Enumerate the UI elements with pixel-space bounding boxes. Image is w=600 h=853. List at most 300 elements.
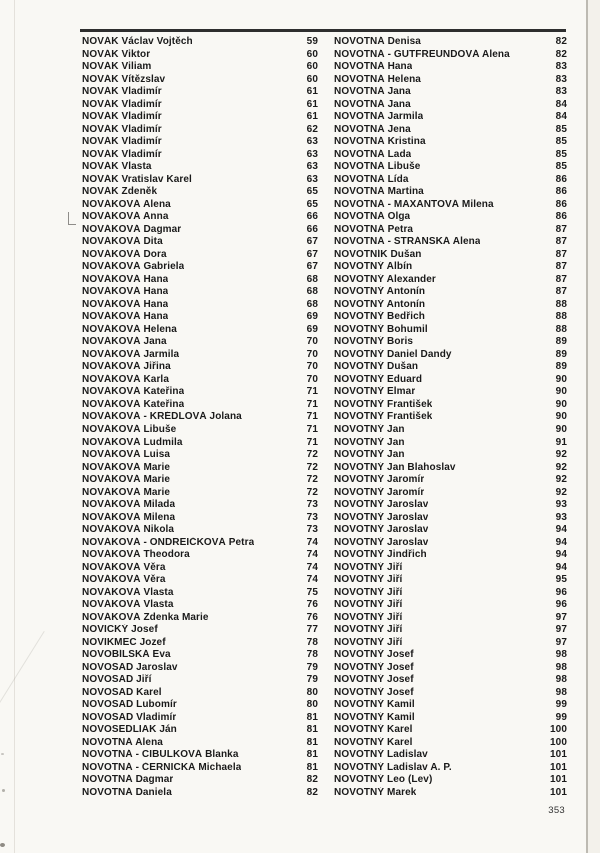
entry-page-number: 92 <box>555 449 567 461</box>
entry-name: NOVÁKOVÁ Hana <box>82 273 169 285</box>
index-entry <box>82 299 318 312</box>
entry-page-number: 60 <box>306 61 318 73</box>
entry-page-number: 60 <box>306 48 318 60</box>
entry-name: NOVOTNÝ Jaromír <box>334 486 425 498</box>
entry-name: NOVOBÍLSKÁ Eva <box>82 649 171 661</box>
index-entry <box>82 449 318 462</box>
entry-name: NOVÁKOVÁ Hana <box>82 298 169 310</box>
entry-name: NOVOTNÁ Hana <box>334 61 413 73</box>
entry-name: NOVÁKOVÁ Jiřina <box>82 361 171 373</box>
entry-name: NOVOTNÝ Jiří <box>334 611 403 623</box>
entry-page-number: 87 <box>555 261 567 273</box>
entry-name: NOVÁKOVÁ Vlasta <box>82 599 174 611</box>
entry-page-number: 93 <box>555 511 567 523</box>
entry-name: NOVÁK Vladimír <box>82 136 162 148</box>
entry-page-number: 87 <box>555 273 567 285</box>
index-entry <box>334 311 567 324</box>
scan-artifact-speck <box>2 789 5 792</box>
entry-name: NOVOTNÝ Jaroslav <box>334 511 429 523</box>
index-entry <box>82 774 318 787</box>
entry-name: NOVÁKOVÁ Alena <box>82 198 171 210</box>
index-entry <box>334 599 567 612</box>
entry-name: NOVOTNÁ - GUTFREUNDOVÁ Alena <box>334 48 510 60</box>
entry-page-number: 73 <box>306 499 318 511</box>
index-entry <box>334 549 567 562</box>
entry-page-number: 78 <box>306 649 318 661</box>
index-entry <box>334 299 567 312</box>
entry-page-number: 63 <box>306 173 318 185</box>
index-entry <box>334 712 567 725</box>
entry-page-number: 70 <box>306 373 318 385</box>
entry-name: NOVÁK Vlasta <box>82 161 152 173</box>
entry-page-number: 90 <box>555 386 567 398</box>
entry-name: NOVÁKOVÁ Marie <box>82 474 171 486</box>
entry-page-number: 67 <box>306 261 318 273</box>
entry-name: NOVOTNÝ František <box>334 398 433 410</box>
entry-name: NOVÁKOVÁ Ludmila <box>82 436 183 448</box>
index-entry <box>334 537 567 550</box>
page-edge-shadow-line <box>586 0 588 853</box>
entry-page-number: 78 <box>306 636 318 648</box>
entry-name: NOVOTNÝ Josef <box>334 661 414 673</box>
entry-page-number: 82 <box>555 48 567 60</box>
entry-name: NOVÁKOVÁ Dagmar <box>82 223 182 235</box>
entry-name: NOVOTNÁ Kristina <box>334 136 426 148</box>
entry-page-number: 68 <box>306 286 318 298</box>
entry-name: NOVOTNÁ Petra <box>334 223 414 235</box>
entry-name: NOVÁKOVÁ Zdenka Marie <box>82 611 209 623</box>
index-entry <box>334 124 567 137</box>
entry-page-number: 89 <box>555 348 567 360</box>
entry-name: NOVOTNÝ Jindřich <box>334 549 427 561</box>
entry-page-number: 76 <box>306 599 318 611</box>
entry-page-number: 79 <box>306 674 318 686</box>
entry-page-number: 90 <box>555 411 567 423</box>
entry-page-number: 96 <box>555 599 567 611</box>
entry-name: NOVOTNÝ Karel <box>334 724 413 736</box>
entry-page-number: 83 <box>555 73 567 85</box>
entry-page-number: 86 <box>555 211 567 223</box>
entry-page-number: 71 <box>306 423 318 435</box>
entry-name: NOVÁKOVÁ Milada <box>82 499 176 511</box>
entry-page-number: 83 <box>555 86 567 98</box>
scan-artifact-speck <box>1 753 4 755</box>
entry-page-number: 97 <box>555 624 567 636</box>
index-entry <box>82 249 318 262</box>
index-entry <box>334 236 567 249</box>
entry-name: NOVÁKOVÁ Marie <box>82 486 171 498</box>
index-entry <box>334 637 567 650</box>
entry-page-number: 71 <box>306 436 318 448</box>
index-entry <box>82 599 318 612</box>
entry-page-number: 80 <box>306 699 318 711</box>
entry-name: NOVOTNÝ Bohumil <box>334 323 428 335</box>
entry-name: NOVOTNÝ Ladislav <box>334 749 428 761</box>
entry-page-number: 98 <box>555 686 567 698</box>
entry-name: NOVÁK Vladimír <box>82 98 162 110</box>
entry-name: NOVOTNÁ Daniela <box>82 786 172 798</box>
entry-name: NOVOTNÝ Dušan <box>334 361 419 373</box>
entry-page-number: 96 <box>555 586 567 598</box>
entry-name: NOVOTNÁ - CIBULKOVÁ Blanka <box>82 749 239 761</box>
scan-artifact-bracket <box>68 212 76 225</box>
index-entry <box>82 424 318 437</box>
entry-name: NOVIKMEC Jozef <box>82 636 166 648</box>
index-column-right <box>334 36 567 799</box>
index-entry <box>82 261 318 274</box>
entry-page-number: 63 <box>306 136 318 148</box>
index-entry <box>82 787 318 800</box>
entry-name: NOVOTNÁ Jena <box>334 123 411 135</box>
entry-name: NOVOTNÝ Alexander <box>334 273 436 285</box>
entry-page-number: 61 <box>306 86 318 98</box>
entry-page-number: 101 <box>550 761 567 773</box>
index-entry <box>82 762 318 775</box>
entry-name: NOVOTNÁ Dagmar <box>82 774 174 786</box>
entry-name: NOVOTNÝ Jiří <box>334 586 403 598</box>
index-entry <box>82 224 318 237</box>
entry-name: NOVOTNÝ Ladislav A. P. <box>334 761 452 773</box>
folio-page-number: 353 <box>548 805 565 816</box>
entry-name: NOVÁKOVÁ Věra <box>82 561 166 573</box>
entry-page-number: 85 <box>555 123 567 135</box>
entry-name: NOVOTNÁ Libuše <box>334 161 421 173</box>
entry-name: NOVOTNÝ Jan Blahoslav <box>334 461 456 473</box>
index-entry <box>82 286 318 299</box>
index-entry <box>334 399 567 412</box>
entry-page-number: 84 <box>555 98 567 110</box>
index-entry <box>82 324 318 337</box>
entry-page-number: 98 <box>555 649 567 661</box>
index-entry <box>82 49 318 62</box>
entry-page-number: 82 <box>306 786 318 798</box>
index-entry <box>334 261 567 274</box>
entry-page-number: 59 <box>306 36 318 47</box>
index-entry <box>82 562 318 575</box>
entry-page-number: 63 <box>306 148 318 160</box>
entry-page-number: 89 <box>555 336 567 348</box>
entry-name: NOVOTNÁ Martina <box>334 186 424 198</box>
entry-name: NOVÁKOVÁ Dita <box>82 236 163 248</box>
entry-name: NOVOTNÁ Denisa <box>334 36 421 47</box>
index-entry <box>334 499 567 512</box>
entry-page-number: 68 <box>306 273 318 285</box>
entry-name: NOVÁK Viliam <box>82 61 152 73</box>
entry-name: NOVOTNÝ Jan <box>334 436 405 448</box>
index-entry <box>82 687 318 700</box>
index-entry <box>82 637 318 650</box>
entry-page-number: 81 <box>306 724 318 736</box>
entry-name: NOVOSAD Lubomír <box>82 699 177 711</box>
entry-name: NOVÁK Vladimír <box>82 148 162 160</box>
index-column-left <box>82 36 318 799</box>
entry-name: NOVÁK Václav Vojtěch <box>82 36 193 47</box>
entry-page-number: 99 <box>555 711 567 723</box>
entry-page-number: 65 <box>306 198 318 210</box>
entry-name: NOVOTNÁ - MAXANTOVÁ Milena <box>334 198 494 210</box>
entry-name: NOVÁK Zdeněk <box>82 186 158 198</box>
entry-page-number: 65 <box>306 186 318 198</box>
entry-name: NOVOTNÝ Jan <box>334 449 405 461</box>
index-entry <box>334 174 567 187</box>
index-entry <box>334 674 567 687</box>
entry-page-number: 83 <box>555 61 567 73</box>
entry-name: NOVOTNÝ Boris <box>334 336 414 348</box>
entry-name: NOVOTNÝ Jaroslav <box>334 524 429 536</box>
entry-name: NOVOSAD Karel <box>82 686 162 698</box>
entry-name: NOVOTNÝ František <box>334 411 433 423</box>
entry-page-number: 66 <box>306 211 318 223</box>
entry-page-number: 88 <box>555 311 567 323</box>
page-edge-left-line <box>14 0 15 853</box>
index-entry <box>82 61 318 74</box>
index-entry <box>334 762 567 775</box>
index-entry <box>82 499 318 512</box>
entry-page-number: 98 <box>555 661 567 673</box>
index-entry <box>334 462 567 475</box>
index-entry <box>334 774 567 787</box>
entry-name: NOVOTNÁ - ČERNICKÁ Michaela <box>82 761 242 773</box>
entry-page-number: 60 <box>306 73 318 85</box>
entry-name: NOVÁK Vratislav Karel <box>82 173 192 185</box>
index-entry <box>334 562 567 575</box>
entry-page-number: 85 <box>555 136 567 148</box>
index-entry <box>334 349 567 362</box>
index-entry <box>82 161 318 174</box>
entry-name: NOVÁKOVÁ Kateřina <box>82 398 185 410</box>
index-entry <box>82 612 318 625</box>
entry-name: NOVOTNÝ Jaroslav <box>334 536 429 548</box>
entry-page-number: 92 <box>555 461 567 473</box>
entry-page-number: 98 <box>555 674 567 686</box>
index-entry <box>82 111 318 124</box>
entry-page-number: 81 <box>306 749 318 761</box>
index-entry <box>82 361 318 374</box>
entry-page-number: 86 <box>555 198 567 210</box>
index-entry <box>82 86 318 99</box>
index-entry <box>82 474 318 487</box>
entry-page-number: 74 <box>306 536 318 548</box>
entry-page-number: 74 <box>306 561 318 573</box>
entry-page-number: 100 <box>550 736 567 748</box>
entry-name: NOVOTNÝ Josef <box>334 674 414 686</box>
entry-name: NOVOTNÁ - STRÁNSKÁ Alena <box>334 236 481 248</box>
scan-artifact-crease <box>0 631 45 725</box>
index-entry <box>334 411 567 424</box>
entry-page-number: 71 <box>306 386 318 398</box>
entry-name: NOVOTNÝ Kamil <box>334 711 415 723</box>
entry-page-number: 67 <box>306 236 318 248</box>
entry-name: NOVÁKOVÁ Hana <box>82 286 169 298</box>
index-entry <box>82 174 318 187</box>
entry-page-number: 72 <box>306 486 318 498</box>
entry-name: NOVOTNÝ Jaromír <box>334 474 425 486</box>
entry-page-number: 101 <box>550 749 567 761</box>
entry-name: NOVÁKOVÁ Dora <box>82 248 167 260</box>
index-entry <box>82 524 318 537</box>
index-entry <box>82 512 318 525</box>
index-entry <box>82 537 318 550</box>
entry-page-number: 79 <box>306 661 318 673</box>
index-entry <box>82 149 318 162</box>
entry-page-number: 81 <box>306 711 318 723</box>
entry-name: NOVÁK Vladimír <box>82 111 162 123</box>
entry-name: NOVOTNÁ Olga <box>334 211 411 223</box>
entry-page-number: 92 <box>555 486 567 498</box>
entry-name: NOVOTNÁ Helena <box>334 73 421 85</box>
index-entry <box>82 411 318 424</box>
entry-page-number: 92 <box>555 474 567 486</box>
entry-page-number: 81 <box>306 736 318 748</box>
entry-name: NOVOTNÝ Marek <box>334 786 417 798</box>
entry-name: NOVOSAD Jaroslav <box>82 661 178 673</box>
header-rule <box>80 29 566 32</box>
entry-name: NOVÁKOVÁ Kateřina <box>82 386 185 398</box>
index-entry <box>82 487 318 500</box>
index-entry <box>334 587 567 600</box>
entry-page-number: 70 <box>306 336 318 348</box>
entry-name: NOVÁKOVÁ Hana <box>82 311 169 323</box>
entry-page-number: 71 <box>306 411 318 423</box>
entry-page-number: 72 <box>306 461 318 473</box>
entry-page-number: 95 <box>555 574 567 586</box>
entry-page-number: 94 <box>555 524 567 536</box>
entry-name: NOVOTNÝ Karel <box>334 736 413 748</box>
entry-name: NOVOSEDLIAK Ján <box>82 724 177 736</box>
entry-name: NOVÁKOVÁ Gabriela <box>82 261 185 273</box>
entry-page-number: 82 <box>555 36 567 47</box>
index-entry <box>82 36 318 49</box>
index-entry <box>82 549 318 562</box>
index-entry <box>334 699 567 712</box>
index-entry <box>334 211 567 224</box>
entry-page-number: 85 <box>555 148 567 160</box>
entry-name: NOVOSAD Jiří <box>82 674 152 686</box>
entry-name: NOVÁKOVÁ Marie <box>82 461 171 473</box>
index-entry <box>334 512 567 525</box>
entry-page-number: 93 <box>555 499 567 511</box>
entry-page-number: 99 <box>555 699 567 711</box>
entry-name: NOVÁKOVÁ Anna <box>82 211 169 223</box>
entry-name: NOVOTNÝ Josef <box>334 649 414 661</box>
entry-page-number: 66 <box>306 223 318 235</box>
entry-page-number: 61 <box>306 98 318 110</box>
index-entry <box>82 674 318 687</box>
entry-page-number: 70 <box>306 348 318 360</box>
entry-name: NOVÁKOVÁ Luisa <box>82 449 171 461</box>
index-entry <box>82 749 318 762</box>
index-entry <box>334 724 567 737</box>
entry-page-number: 101 <box>550 774 567 786</box>
entry-name: NOVOTNÝ Josef <box>334 686 414 698</box>
entry-page-number: 73 <box>306 524 318 536</box>
index-entry <box>334 662 567 675</box>
entry-page-number: 77 <box>306 624 318 636</box>
entry-name: NOVOTNÝ Jan <box>334 423 405 435</box>
index-entry <box>334 424 567 437</box>
entry-name: NOVÁKOVÁ Nikola <box>82 524 175 536</box>
entry-name: NOVOTNÝ Jiří <box>334 574 403 586</box>
index-entry <box>82 236 318 249</box>
entry-name: NOVOTNÝ Elmar <box>334 386 416 398</box>
entry-page-number: 97 <box>555 611 567 623</box>
entry-name: NOVOTNÁ Lída <box>334 173 409 185</box>
index-entry <box>82 662 318 675</box>
entry-page-number: 71 <box>306 398 318 410</box>
index-entry <box>82 624 318 637</box>
entry-page-number: 94 <box>555 536 567 548</box>
index-entry <box>334 612 567 625</box>
entry-name: NOVÁK Vladimír <box>82 123 162 135</box>
entry-name: NOVOTNÝ Jiří <box>334 599 403 611</box>
index-entry <box>334 161 567 174</box>
entry-page-number: 80 <box>306 686 318 698</box>
index-entry <box>82 737 318 750</box>
index-entry <box>82 136 318 149</box>
entry-name: NOVOTNÁ Jana <box>334 86 411 98</box>
entry-page-number: 89 <box>555 361 567 373</box>
index-entry <box>334 649 567 662</box>
entry-page-number: 87 <box>555 236 567 248</box>
entry-name: NOVOTNÁ Jarmila <box>334 111 424 123</box>
index-entry <box>82 74 318 87</box>
index-entry <box>334 687 567 700</box>
index-entry <box>334 361 567 374</box>
entry-page-number: 90 <box>555 423 567 435</box>
index-entry <box>334 437 567 450</box>
entry-page-number: 100 <box>550 724 567 736</box>
entry-page-number: 61 <box>306 111 318 123</box>
entry-name: NOVOTNÝ Bedřich <box>334 311 425 323</box>
index-entry <box>334 249 567 262</box>
entry-name: NOVOTNÁ Jana <box>334 98 411 110</box>
entry-name: NOVOTNÁ Alena <box>82 736 163 748</box>
entry-name: NOVOSAD Vladimír <box>82 711 177 723</box>
entry-page-number: 74 <box>306 549 318 561</box>
index-entry <box>82 724 318 737</box>
entry-name: NOVÁKOVÁ Věra <box>82 574 166 586</box>
index-entry <box>334 787 567 800</box>
entry-name: NOVOTNÝ Leo (Lev) <box>334 774 433 786</box>
entry-page-number: 67 <box>306 248 318 260</box>
index-entry <box>82 574 318 587</box>
index-entry <box>334 49 567 62</box>
entry-name: NOVÁKOVÁ Libuše <box>82 423 177 435</box>
entry-page-number: 81 <box>306 761 318 773</box>
index-entry <box>334 449 567 462</box>
entry-page-number: 91 <box>555 436 567 448</box>
page-edge-right <box>588 0 600 853</box>
index-entry <box>334 224 567 237</box>
entry-name: NOVÁKOVÁ Vlasta <box>82 586 174 598</box>
entry-page-number: 73 <box>306 511 318 523</box>
index-entry <box>82 199 318 212</box>
index-entry <box>334 324 567 337</box>
index-entry <box>334 336 567 349</box>
index-entry <box>334 574 567 587</box>
index-entry <box>82 699 318 712</box>
entry-page-number: 90 <box>555 398 567 410</box>
entry-name: NOVOTNÝ Jiří <box>334 561 403 573</box>
entry-page-number: 69 <box>306 323 318 335</box>
entry-page-number: 88 <box>555 298 567 310</box>
entry-page-number: 84 <box>555 111 567 123</box>
entry-page-number: 88 <box>555 323 567 335</box>
entry-page-number: 75 <box>306 586 318 598</box>
entry-name: NOVÁK Viktor <box>82 48 151 60</box>
entry-name: NOVOTNÝ Kamil <box>334 699 415 711</box>
entry-page-number: 94 <box>555 549 567 561</box>
